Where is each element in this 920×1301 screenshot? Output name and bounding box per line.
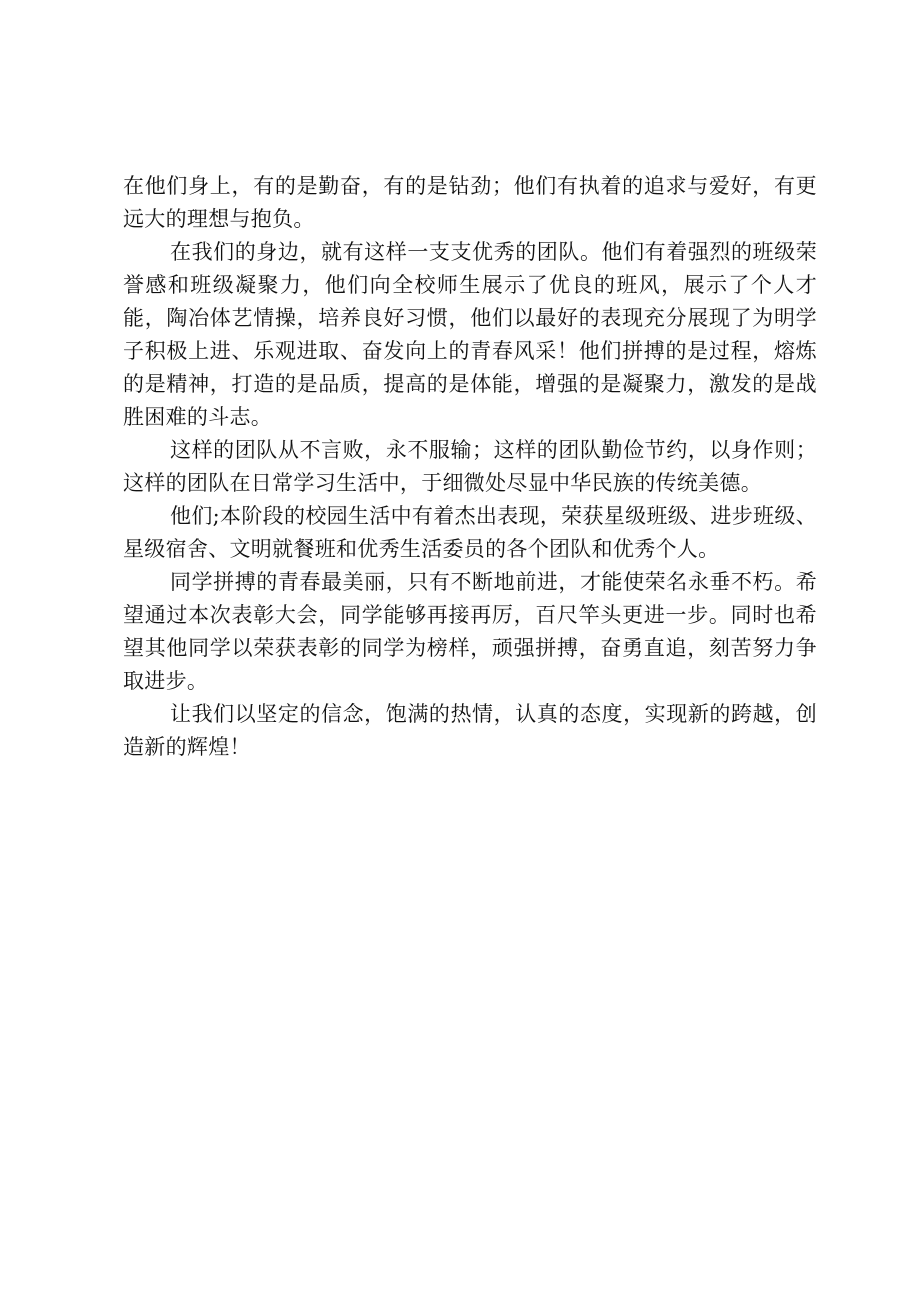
paragraph-3: 这样的团队从不言败，永不服输；这样的团队勤俭节约，以身作则；这样的团队在日常学习生活中，于细微处尽显中华民族的传统美德。	[123, 438, 817, 495]
paragraph-6: 让我们以坚定的信念，饱满的热情，认真的态度，实现新的跨越，创造新的辉煌！	[123, 702, 817, 759]
paragraph-2: 在我们的身边，就有这样一支支优秀的团队。他们有着强烈的班级荣誉感和班级凝聚力，他们向全校师生展示了优良的班风，展示了个人才能，陶冶体艺情操，培养良好习惯，他们以最好的表现充分展现了为明学子积极上进、乐观进取、奋发向上的青春风采！他们拼搏的是过程，熔炼的是精神，打造的是品质，提高的是体能，增强的是凝聚力，激发的是战胜困难的斗志。	[123, 240, 817, 429]
paragraph-5: 同学拼搏的青春最美丽，只有不断地前进，才能使荣名永垂不朽。希望通过本次表彰大会，同学能够再接再厉，百尺竿头更进一步。同时也希望其他同学以荣获表彰的同学为榜样，顽强拼搏，奋勇直追，刻苦努力争取进步。	[123, 570, 817, 693]
paragraph-4: 他们;本阶段的校园生活中有着杰出表现，荣获星级班级、进步班级、星级宿舍、文明就餐班和优秀生活委员的各个团队和优秀个人。	[123, 504, 817, 561]
paragraph-1: 在他们身上，有的是勤奋，有的是钻劲；他们有执着的追求与爱好，有更远大的理想与抱负。	[123, 174, 817, 231]
body-text	[123, 170, 817, 764]
